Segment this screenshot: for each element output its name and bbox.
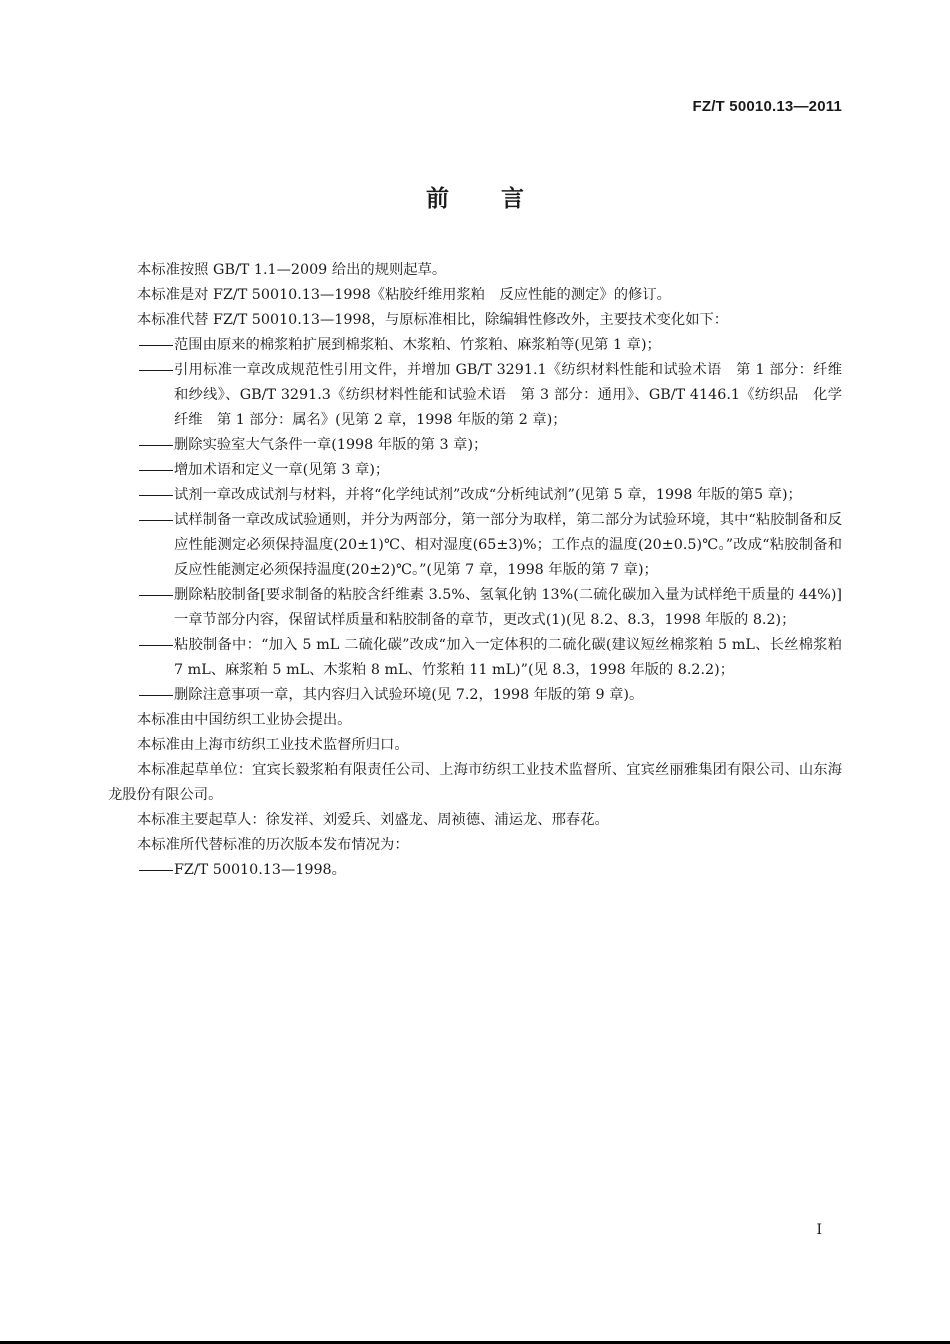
paragraph: 本标准代替 FZ/T 50010.13—1998，与原标准相比，除编辑性修改外，主要技术变化如下： — [137, 312, 729, 328]
dash-marker — [137, 508, 174, 533]
change-item — [108, 433, 842, 458]
history-item — [108, 858, 842, 883]
paragraph: 本标准由上海市纺织工业技术监督所归口。 — [137, 737, 409, 753]
dash-marker — [137, 358, 174, 383]
change-item — [108, 508, 842, 583]
title-char-2: 言 — [501, 186, 524, 212]
dash-marker — [137, 483, 174, 508]
dash-marker — [137, 633, 174, 658]
dash-marker — [137, 583, 174, 608]
change-item — [108, 358, 842, 433]
change-item-text: 增加术语和定义一章(见第 3 章)； — [174, 462, 390, 478]
change-item — [108, 683, 842, 708]
title-char-1: 前 — [426, 186, 449, 212]
dash-marker — [137, 433, 174, 458]
paragraph: 本标准由中国纺织工业协会提出。 — [137, 712, 352, 728]
change-item-text: 删除实验室大气条件一章(1998 年版的第 3 章)； — [174, 437, 488, 453]
paragraph: 本标准按照 GB/T 1.1—2009 给出的规则起草。 — [137, 262, 447, 278]
paragraph: 本标准是对 FZ/T 50010.13—1998《粘胶纤维用浆粕 反应性能的测定》的修订。 — [137, 287, 671, 303]
dash-marker — [137, 333, 174, 358]
paragraph: 本标准起草单位：宜宾长毅浆粕有限责任公司、上海市纺织工业技术监督所、宜宾丝丽雅集团有限公司、山东海龙股份有限公司。 — [108, 762, 842, 803]
change-item-text: 删除注意事项一章，其内容归入试验环境(见 7.2，1998 年版的第 9 章)。 — [174, 687, 644, 703]
page-title — [0, 180, 950, 213]
change-item-text: 试样制备一章改成试验通则，并分为两部分，第一部分为取样，第二部分为试验环境，其中“粘胶制备和反应性能测定必须保持温度(20±1)℃、相对湿度(65±3)%；工作点的温度(20±0.5)℃。”改成“粘胶制备和反应性能测定必须保持温度(20±2)℃。”(见第 7 章，1998 年版的第 7 章)； — [174, 512, 842, 578]
change-item — [108, 458, 842, 483]
dash-marker — [137, 858, 174, 883]
foreword-body — [108, 258, 842, 883]
dash-marker — [137, 458, 174, 483]
change-item-text: 删除粘胶制备[要求制备的粘胶含纤维素 3.5%、氢氧化钠 13%(二硫化碳加入量为试样绝干质量的 44%)]一章节部分内容，保留试样质量和粘胶制备的章节，更改式(1)(见 8.2、8.3，1998 年版的 8.2)； — [174, 587, 842, 628]
paragraph: 本标准所代替标准的历次版本发布情况为： — [137, 837, 409, 853]
dash-marker — [137, 683, 174, 708]
change-item-text: 引用标准一章改成规范性引用文件，并增加 GB/T 3291.1《纺织材料性能和试验术语 第 1 部分：纤维和纱线》、GB/T 3291.3《纺织材料性能和试验术语 第 3 部分：通用》、GB/T 4146.1《纺织品 化学纤维 第 1 部分：属名》(见第 2 章，1998 年版的第 2 章)； — [174, 362, 842, 428]
change-item — [108, 483, 842, 508]
standard-code: FZ/T 50010.13—2011 — [692, 98, 842, 115]
change-item-text: 粘胶制备中：“加入 5 mL 二硫化碳”改成“加入一定体积的二硫化碳(建议短丝棉浆粕 5 mL、长丝棉浆粕 7 mL、麻浆粕 5 mL、木浆粕 8 mL、竹浆粕 11 mL)”(见 8.3，1998 年版的 8.2.2)； — [174, 637, 842, 678]
change-item — [108, 333, 842, 358]
change-item — [108, 583, 842, 633]
change-item-text: 范围由原来的棉浆粕扩展到棉浆粕、木浆粕、竹浆粕、麻浆粕等(见第 1 章)； — [174, 337, 661, 353]
paragraph: 本标准主要起草人：徐发祥、刘爱兵、刘盛龙、周祯德、浦运龙、邢春花。 — [137, 812, 609, 828]
change-item-text: 试剂一章改成试剂与材料，并将“化学纯试剂”改成“分析纯试剂”(见第 5 章，1998 年版的第5 章)； — [174, 487, 802, 503]
change-item — [108, 633, 842, 683]
history-item-text: FZ/T 50010.13—1998。 — [174, 862, 346, 878]
page-number: I — [816, 1222, 822, 1238]
